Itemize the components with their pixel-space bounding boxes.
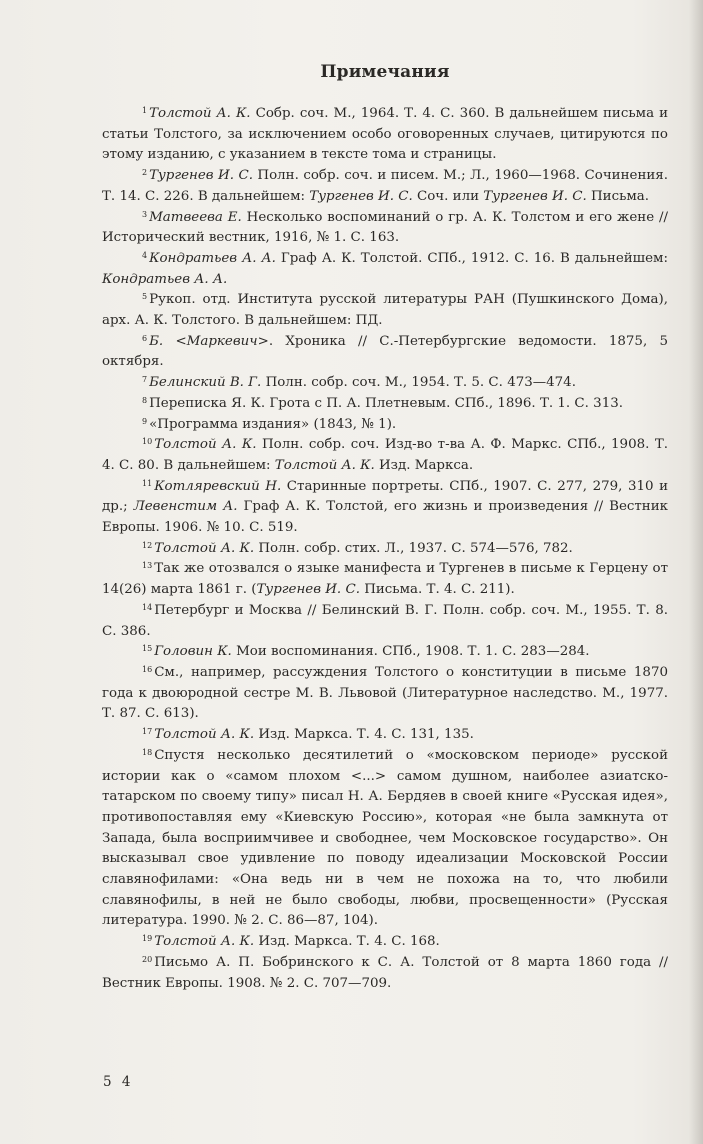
- footnote-number: 6: [142, 333, 148, 343]
- footnote-text: Полн. собр. соч. и писем. М.; Л., 1960—1968. Сочинения. Т. 14. С. 226. В дальнейшем:: [102, 168, 669, 204]
- footnote-text: Переписка Я. К. Грота с П. А. Плетневым. СПб., 1896. Т. 1. С. 313.: [149, 395, 623, 411]
- footnote-author: Котляревский Н.: [154, 478, 282, 494]
- footnote-text: Письма.: [586, 188, 650, 204]
- footnote-number: 17: [142, 727, 153, 737]
- footnote-number: 13: [142, 561, 153, 571]
- footnote: [102, 932, 668, 953]
- footnote-text: Несколько воспоминаний о гр. А. К. Толстом и его жене // Исторический вестник, 1916, № 1. С. 163.: [102, 209, 669, 246]
- footnote-number: 9: [142, 416, 148, 426]
- footnote: [102, 435, 668, 476]
- footnote-number: 7: [142, 375, 148, 385]
- footnote-text: Собр. соч. М., 1964. Т. 4. С. 360. В дальнейшем письма и статьи Толстого, за исключением особо оговоренных случаев, цитируются по этому изданию, с указанием в тексте тома и страницы.: [102, 106, 668, 163]
- page-number: 5 4: [103, 1074, 134, 1090]
- footnote-author: Толстой А. К.: [154, 934, 255, 950]
- footnote-text: Полн. собр. соч. М., 1954. Т. 5. С. 473—474.: [261, 375, 576, 391]
- footnote-author: Толстой А. К.: [154, 727, 255, 743]
- footnote-author: Толстой А. К.: [149, 106, 251, 121]
- footnote: [102, 559, 668, 600]
- footnote: [102, 953, 668, 994]
- footnote-author: Кондратьев А. А.: [102, 271, 228, 287]
- footnote-number: 10: [142, 437, 153, 447]
- footnote: [102, 394, 668, 415]
- footnote-text: Изд. Маркса. Т. 4. С. 168.: [254, 934, 440, 950]
- footnote-text: Мои воспоминания. СПб., 1908. Т. 1. С. 283—284.: [231, 644, 590, 660]
- footnote-author: Головин К.: [154, 644, 232, 660]
- footnote: [102, 725, 668, 746]
- footnote-number: 19: [142, 934, 153, 944]
- footnote: [102, 477, 668, 539]
- notes-list: [102, 104, 668, 994]
- footnote: [102, 166, 668, 207]
- footnote-author: Тургенев И. С.: [309, 188, 413, 204]
- footnote-author: Тургенев И. С.: [256, 582, 360, 598]
- footnote-text: Спустя несколько десятилетий о «московском периоде» русской истории как о «самом плохом <...> самом душном, наиболее азиатско-татарском по своему типу» писал Н. А. Бердяев в своей книге «Русская идея», противопоставляя ему «Киевскую Россию», которая «не была замкнута от Запада, была восприимчивее и свободнее, чем Московское государство». Он высказывал свое удивление по поводу идеализации Московской России славянофилами: «Она ведь ни в чем не похожа на то, что любили славянофилы, в ней не было свободы, любви, просвещенности» (Русская литература. 1990. № 2. С. 86—87, 104).: [102, 747, 668, 929]
- footnote: [102, 539, 668, 560]
- footnote-text: Старинные портреты. СПб., 1907. С. 277, 279, 310 и др.;: [102, 478, 669, 515]
- footnote-number: 20: [142, 954, 153, 964]
- footnote-author: Тургенев И. С.: [483, 188, 587, 204]
- footnote-author: Толстой А. К.: [274, 457, 375, 473]
- footnote-number: 5: [142, 292, 148, 302]
- footnote-text: Граф А. К. Толстой. СПб., 1912. С. 16. В дальнейшем:: [275, 250, 668, 266]
- footnote-text: Рукоп. отд. Института русской литературы РАН (Пушкинского Дома), арх. А. К. Толстого. В дальнейшем: ПД.: [102, 292, 668, 329]
- footnote-author: Матвеева Е.: [149, 209, 242, 225]
- footnote-number: 8: [142, 395, 148, 405]
- footnote-number: 16: [142, 664, 153, 674]
- footnote-text: Соч. или: [412, 188, 484, 204]
- footnote-text: См., например, рассуждения Толстого о конституции в письме 1870 года к двоюродной сестре М. В. Львовой (Литературное наследство. М., 1977. Т. 87. С. 613).: [102, 664, 668, 722]
- footnote-author: Белинский В. Г.: [149, 375, 262, 391]
- footnote-number: 14: [142, 602, 153, 612]
- footnote-number: 11: [142, 478, 153, 488]
- footnote: [102, 601, 668, 642]
- footnote: [102, 290, 668, 331]
- footnote-text: Граф А. К. Толстой, его жизнь и произведения // Вестник Европы. 1906. № 10. С. 519.: [102, 499, 668, 536]
- footnote: [102, 104, 668, 166]
- footnote: [102, 642, 668, 663]
- footnote-number: 2: [142, 168, 148, 178]
- footnote-text: Изд. Маркса.: [374, 457, 474, 473]
- footnote-text: Письма. Т. 4. С. 211).: [359, 582, 515, 598]
- footnote-text: Изд. Маркса. Т. 4. С. 131, 135.: [254, 727, 474, 743]
- footnote-author: Тургенев И. С.: [149, 168, 253, 184]
- footnote-number: 18: [142, 747, 153, 757]
- footnote-text: Так же отозвался о языке манифеста и Тургенев в письме к Герцену от 14(26) марта 1861 г. (: [102, 561, 668, 598]
- footnote: [102, 746, 668, 932]
- footnote-author: Толстой А. К.: [154, 437, 257, 453]
- footnote-author: Кондратьев А. А.: [149, 250, 276, 266]
- page-heading: Примечания: [320, 62, 450, 82]
- footnote-author: Толстой А. К.: [154, 540, 255, 556]
- footnote: [102, 208, 668, 249]
- footnote-number: 3: [142, 209, 148, 219]
- footnote: [102, 663, 668, 725]
- footnote-author: Левенстим А.: [133, 499, 238, 515]
- footnote: [102, 332, 668, 373]
- footnote-text: Письмо А. П. Бобринского к С. А. Толстой от 8 марта 1860 года // Вестник Европы. 1908. № 2. С. 707—709.: [102, 954, 668, 991]
- footnote-number: 4: [142, 250, 148, 260]
- page-spine-shadow: [689, 0, 703, 1144]
- footnote-number: 1: [142, 106, 148, 115]
- footnote-author: Б. <Маркевич>: [149, 333, 269, 349]
- footnote-text: Полн. собр. соч. Изд-во т-ва А. Ф. Маркс. СПб., 1908. Т. 4. С. 80. В дальнейшем:: [102, 437, 669, 473]
- footnote: [102, 373, 668, 394]
- footnote-text: Полн. собр. стих. Л., 1937. С. 574—576, 782.: [254, 540, 573, 556]
- footnote-text: «Программа издания» (1843, № 1).: [149, 416, 397, 432]
- footnote-text: Петербург и Москва // Белинский В. Г. Полн. собр. соч. М., 1955. Т. 8. С. 386.: [102, 602, 668, 639]
- footnote-text: . Хроника // С.-Петербургские ведомости. 1875, 5 октября.: [102, 333, 668, 370]
- footnote: [102, 415, 668, 436]
- footnote: [102, 249, 668, 290]
- footnote-number: 12: [142, 540, 153, 550]
- footnote-number: 15: [142, 644, 153, 654]
